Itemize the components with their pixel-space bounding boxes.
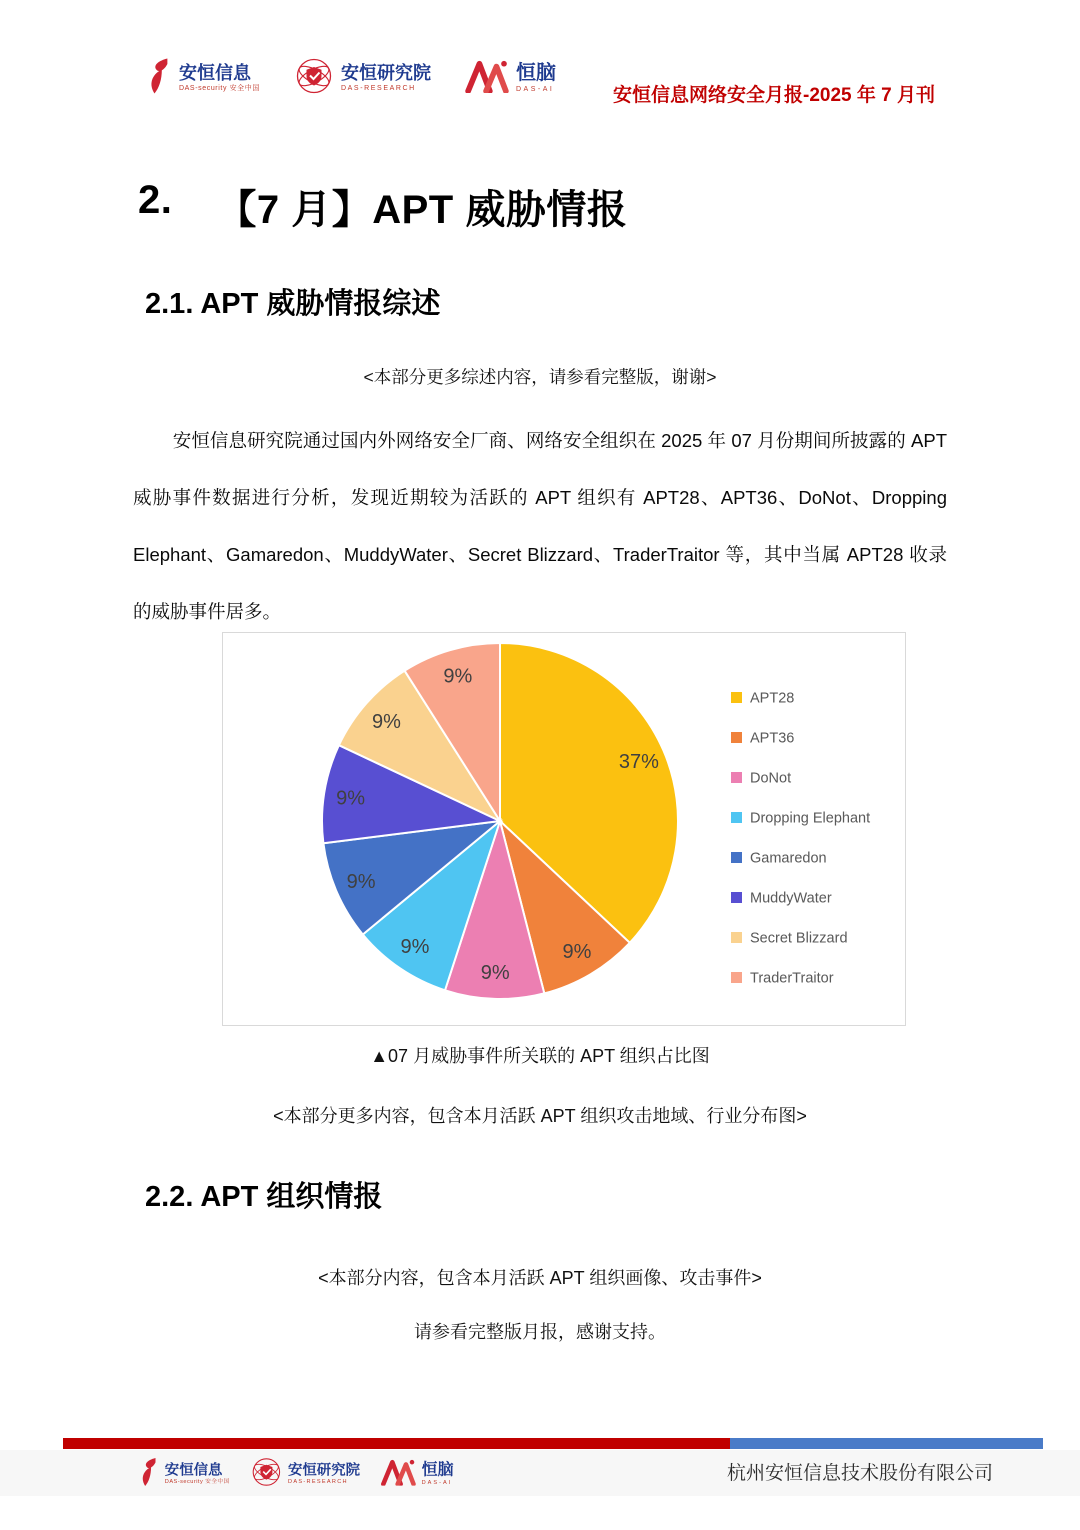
footer-bar-red [63,1438,730,1449]
pie-slice-label-donot: 9% [480,962,510,985]
footer-logo-das-security-name: 安恒信息 [164,1461,223,1478]
pie-slice-label-tradertraitor: 9% [443,665,473,688]
logo-das-research-sub: DAS-RESEARCH [341,85,416,93]
more-content-note: <本部分更多内容，包含本月活跃 APT 组织攻击地域、行业分布图> [273,1106,807,1126]
section-2-1-heading: 2.1. APT 威胁情报综述 [145,288,441,320]
section-2-number: 2. [138,178,173,222]
das-research-atom-icon [294,56,334,101]
legend-label-gamaredon: Gamaredon [750,850,827,867]
company-name: 杭州安恒信息技术股份有限公司 [726,1463,993,1484]
pie-slice-label-gamaredon: 9% [346,871,376,894]
legend-label-dropping-elephant: Dropping Elephant [750,810,871,827]
pie-slice-label-secret-blizzard: 9% [372,710,401,733]
legend-label-muddywater: MuddyWater [750,890,832,907]
legend-swatch-donot [731,772,742,783]
pie-slice-label-apt28: 37% [618,750,659,773]
header-logos [148,56,556,101]
pie-slice-label-dropping-elephant: 9% [400,936,430,959]
das-research-atom-icon [250,1456,282,1492]
chart-caption: ▲07 月威胁事件所关联的 APT 组织占比图 [370,1046,710,1066]
footer-logo-das-ai-sub: DAS-AI [421,1480,453,1486]
footer-bar-blue [730,1438,1043,1449]
footer-logo-das-ai [381,1458,454,1489]
logo-das-research-name: 安恒研究院 [341,63,431,84]
legend-swatch-apt28 [731,692,742,703]
summary-placeholder-note: <本部分更多综述内容，请参看完整版，谢谢> [363,367,717,387]
footer-logo-das-research-name: 安恒研究院 [288,1461,360,1478]
logo-das-security-name: 安恒信息 [179,63,251,84]
footer-logos [140,1456,454,1492]
logo-das-ai-sub: DAS-AI [516,86,555,94]
logo-das-security-sub: DAS-security 安全中国 [179,85,260,93]
apt-pie-chart-panel [222,632,906,1026]
legend-label-apt28: APT28 [750,690,795,707]
section-2-2-note: <本部分内容，包含本月活跃 APT 组织画像、攻击事件> [318,1268,762,1288]
issue-label: 安恒信息网络安全月报-2025 年 7 月刊 [613,85,935,106]
legend-swatch-secret-blizzard [731,932,742,943]
logo-das-ai-name: 恒脑 [516,62,556,85]
summary-paragraph: 安恒信息研究院通过国内外网络安全厂商、网络安全组织在 2025 年 07 月份期间所披露的 APT 威胁事件数据进行分析，发现近期较为活跃的 APT 组织有 APT28、APT36、DoNot、Dropping Elephant、Gamaredon、MuddyWater、Secret Blizzard、TraderTraitor 等，其中当属 APT28 收录的威胁事件居多。 [133,430,947,622]
legend-swatch-gamaredon [731,852,742,863]
footer-logo-das-security [140,1457,230,1491]
section-2-title: 【7 月】APT 威胁情报 [216,188,628,232]
logo-das-security [148,57,260,100]
das-security-swoosh-icon [148,57,172,100]
legend-label-donot: DoNot [750,770,792,787]
legend-swatch-apt36 [731,732,742,743]
thanks-note: 请参看完整版月报，感谢支持。 [414,1322,666,1342]
legend-swatch-dropping-elephant [731,812,742,823]
legend-label-apt36: APT36 [750,730,795,747]
footer-logo-das-ai-name: 恒脑 [421,1461,454,1479]
logo-das-ai [465,59,556,98]
legend-label-tradertraitor: TraderTraitor [750,970,834,987]
footer-logo-das-research-sub: DAS-RESEARCH [288,1479,348,1486]
das-security-swoosh-icon [140,1457,159,1491]
section-2-2-heading: 2.2. APT 组织情报 [145,1181,383,1213]
footer-logo-das-security-sub: DAS-security 安全中国 [164,1479,230,1486]
das-ai-mark-icon [381,1458,416,1489]
apt-pie-chart [223,633,905,1025]
legend-swatch-tradertraitor [731,972,742,983]
pie-slice-label-apt36: 9% [562,941,592,964]
legend-swatch-muddywater [731,892,742,903]
section-2-heading [138,178,627,235]
logo-das-research [294,56,431,101]
das-ai-mark-icon [465,59,509,98]
legend-label-secret-blizzard: Secret Blizzard [750,930,848,947]
pie-slice-label-muddywater: 9% [336,787,366,810]
footer-logo-das-research [250,1456,360,1492]
